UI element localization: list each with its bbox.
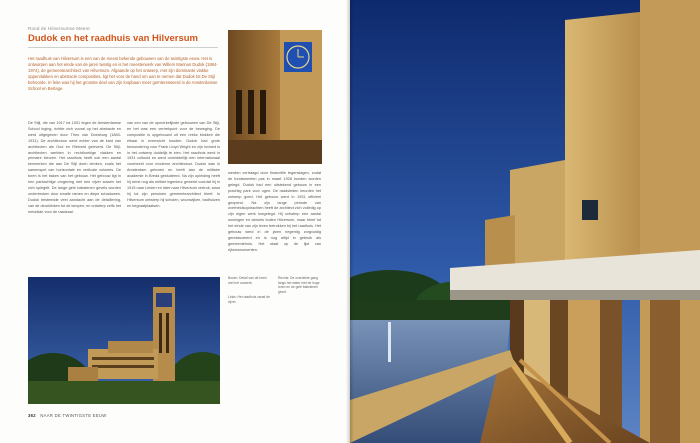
book-gutter [346,0,354,443]
body-column-1: De Stijl, die van 1917 tot 1931 tegen de Amsterdamse School inging, richtte zich vooral op het abstracte en werd uitgegeven door Theo van Doesburg (1883-1931). De architectuur werd echter van de kant van architecten als Oud en Rietveld geleverd. De Stijl-architecten werkten in rechthoekige vlakken en primaire kleuren. Het raadhuis heeft ook een aantal kenmerken die aan De Stijl doen denken, zoals het samenspel van horizontale en verticale volumes. De toren is het baken van het gebouw. Het gebouw ligt in een parkachtige omgeving met een vijver waarin het zich spiegelt. De lange gele bakstenen gevels worden onderbroken door smalle ramen en diepe schaduwen. Dudok besteedde veel aandacht aan de detaillering, van de deurklinken tot de lampen, en ontwierp zelfs het meubilair voor de raadzaal. [28,121,121,214]
colonnade-photo [350,0,700,443]
running-footer: NAAR DE TWINTIGSTE EEUW [40,413,107,418]
section-kicker: Rond de Hilversumse Meent [28,26,90,31]
body-column-3-cont: Na zijn lange periode van overheidsopdrachten heeft de architect zich volledig op zijn eigen werk toegelegd. Hij ontwierp een aantal woningen en winkels buiten Hilversum, maar bleef tot het einde van zijn leven betrokken bij het raadhuis. Het gebouw werd in de jaren negentig zorgvuldig gerestaureerd en is nog altijd in gebruik als gemeentehuis. Het staat op de lijst van rijksmonumenten. [228,200,321,252]
town-hall-photo [28,277,220,404]
body-column-3-text: werden vertraagd door financiële tegenslagen, zodat de fundamenten pas in maart 1928 konden worden gelegd. Dudok had een uitstekend gebouw in een prachtig park voor ogen. De raadsleden keurden het ontwerp goed. Het gebouw werd in 1931 officieel geopend. [228,171,321,205]
article-title: Dudok en het raadhuis van Hilversum [28,33,198,44]
title-rule [28,47,218,48]
body-column-2: van een van de opmerkelijkste gebouwen van De Stijl, en het was een vertrekpunt voor de beweging. De compositie is opgebouwd uit een reeks blokken die elkaar in evenwicht houden. Dudok had grote bewondering voor Frank Lloyd Wright en zijn invloed is in het ontwerp duidelijk te zien. Het raadhuis werd in 1931 voltooid en werd onmiddellijk een internationaal voorbeeld voor moderne architectuur. Dudok was in Amsterdam geboren en heeft aan de militaire academie in Breda gestudeerd. Na zijn opleiding heeft hij eerst nog als militair ingenieur gewerkt voordat hij in 1915 naar Leiden en later naar Hilversum vertrok, waar hij tot zijn pensioen gemeentearchitect bleef. In Hilversum ontwierp hij scholen, woonwijken, badhuizen en begraafplaatsen. [127,121,220,208]
page-footer [28,413,107,418]
intro-paragraph: Het raadhuis van Hilversum is een van de meest bekende gebouwen van de twintigste eeuw. Het is ontworpen aan het einde van de jaren twintig en is het meesterwerk van Willem Marinus Dudok (1884-1974), de gemeentearchitect van Hilversum. Afgaande op het ontwerp, met zijn dominante vlakke oppervlakken en abstracte composities, ligt het voor de hand om aan te nemen dat Dudok tot De Stijl behoorde. In feite was hij het grootste deel van zijn loopbaan meer geïnteresseerd in de Amsterdamse School en Berlage. [28,56,218,91]
caption-left: Links: Het raadhuis vanaf de vijver. [228,295,270,304]
page-number: 362 [28,413,36,418]
caption-top: Boven: Detail van de toren met het uurwerk. [228,276,267,285]
caption-right: Rechts: De overdekte gang langs het water met de hoge toren en de gele bakstenen gevel. [278,276,320,294]
tower-clock-photo [228,30,322,164]
body-column-3 [228,171,321,254]
